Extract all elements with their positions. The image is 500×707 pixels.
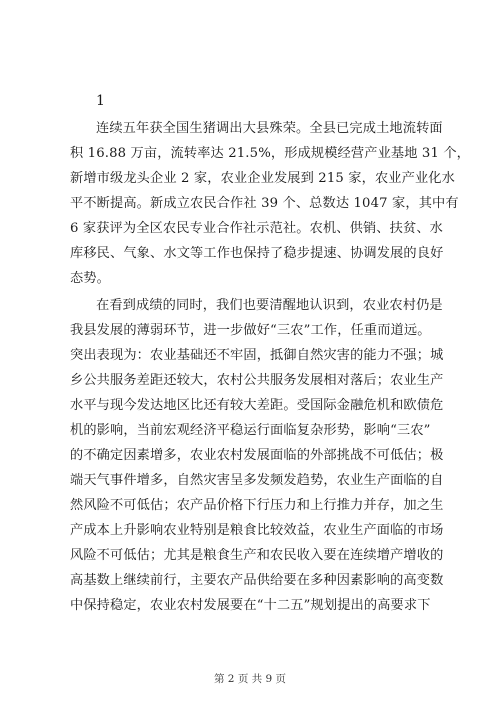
paragraph1-line-2: 积 16.88 万亩，流转率达 21.5%，形成规模经营产业基地 31 个，	[70, 146, 471, 161]
paragraph2-line-12: 高基数上继续前行，主要农产品供给要在多种因素影响的高变数	[70, 573, 444, 588]
paragraph1-line-1: 连续五年获全国生猪调出大县殊荣。全县已完成土地流转面	[96, 121, 443, 136]
paragraph2-line-1: 在看到成绩的同时，我们也要清醒地认识到，农业农村仍是	[96, 298, 443, 313]
paragraph2-line-10: 产成本上升影响农业特别是粮食比较效益，农业生产面临的市场	[70, 523, 444, 538]
top-page-number: 1	[96, 93, 105, 109]
paragraph1-line-6: 库移民、气象、水文等工作也保持了稳步提速、协调发展的良好	[70, 246, 444, 261]
paragraph1-line-7: 态势。	[70, 271, 111, 286]
paragraph2-line-5: 水平与现今发达地区比还有较大差距。受国际金融危机和欧债危	[70, 398, 444, 413]
paragraph2-line-11: 风险不可低估；尤其是粮食生产和农民收入要在连续增产增收的	[70, 548, 444, 563]
paragraph2-line-4: 乡公共服务差距还较大，农村公共服务发展相对落后；农业生产	[70, 373, 444, 388]
paragraph2-line-2: 我县发展的薄弱环节，进一步做好“三农”工作，任重而道远。	[70, 323, 431, 338]
paragraph2-line-6: 机的影响，当前宏观经济平稳运行面临复杂形势，影响“三农”	[70, 423, 431, 438]
paragraph1-line-3: 新增市级龙头企业 2 家，农业企业发展到 215 家，农业产业化水	[70, 171, 455, 186]
paragraph2-line-7: 的不确定因素增多，农业农村发展面临的外部挑战不可低估；极	[70, 448, 444, 463]
paragraph2-line-8: 端天气事件增多，自然灾害呈多发频发趋势，农业生产面临的自	[70, 473, 444, 488]
paragraph2-line-9: 然风险不可低估；农产品价格下行压力和上行推力并存，加之生	[70, 498, 444, 513]
page-footer: 第 2 页 共 9 页	[213, 673, 287, 685]
paragraph2-line-13: 中保持稳定，农业农村发展要在“十二五”规划提出的高要求下	[70, 598, 431, 613]
paragraph1-line-4: 平不断提高。新成立农民合作社 39 个、总数达 1047 家，其中有	[70, 196, 459, 211]
paragraph2-line-3: 突出表现为：农业基础还不牢固，抵御自然灾害的能力不强；城	[70, 348, 444, 363]
paragraph1-line-5: 6 家获评为全区农民专业合作社示范社。农机、供销、扶贫、水	[70, 221, 443, 236]
